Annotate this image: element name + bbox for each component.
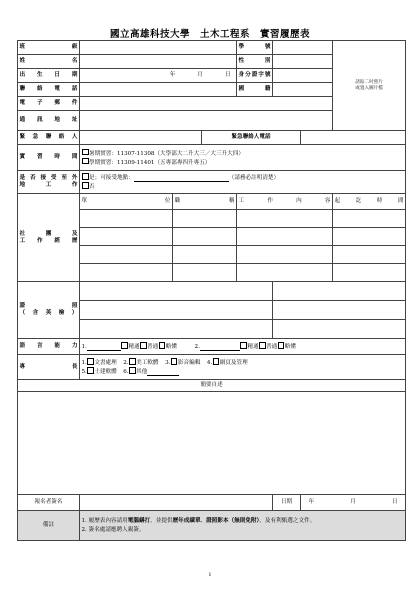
- photo-hint-line1: 請貼二吋照片: [355, 79, 383, 85]
- note-1-bold-license: 證照影本（無則免附）: [206, 518, 260, 525]
- club-label-line1: 社 團 及: [19, 230, 78, 237]
- date-label: 日期: [273, 495, 301, 511]
- club-header-content: 工 作 內 容: [237, 194, 333, 210]
- language1-fluent-checkbox[interactable]: [121, 342, 128, 349]
- emergency-contact-field[interactable]: [80, 131, 202, 145]
- language2-basic-checkbox[interactable]: [278, 342, 285, 349]
- license-cell[interactable]: [80, 320, 273, 339]
- skill-3-checkbox[interactable]: [171, 358, 178, 365]
- skill-1-text: 文書處理: [94, 360, 117, 367]
- club-cell[interactable]: [173, 246, 237, 264]
- license-label: [18, 282, 80, 339]
- note-1-sep: 、: [200, 518, 207, 525]
- note-1-bold-typed: 電腦繕打: [127, 518, 151, 525]
- skills-options: [80, 355, 406, 380]
- summer-internship-text: 暑期實習：11307-11308（大學部大二升大三／大三升大四）: [89, 150, 244, 157]
- skill-3-num: 3.: [165, 360, 171, 367]
- club-header-unit: 單 位: [80, 194, 173, 210]
- skill-5-text: 土建軟體: [94, 368, 117, 375]
- club-cell[interactable]: [173, 264, 237, 282]
- email-label: 電子郵件: [18, 97, 80, 111]
- phone-label: 聯絡電話: [18, 83, 80, 97]
- signature-field[interactable]: [80, 495, 273, 511]
- address-label: 通訊地址: [18, 111, 80, 131]
- club-cell[interactable]: [333, 264, 406, 282]
- club-label-line2: 工 作 經 歷: [19, 237, 78, 244]
- birthdate-label: 出生日期: [18, 69, 80, 83]
- birth-day-label: 日: [224, 72, 231, 78]
- language1-fluent-label: 精通: [128, 343, 140, 350]
- language-label: 語 言 能 力: [18, 339, 80, 355]
- language1-prefix: 1.: [81, 343, 87, 350]
- club-cell[interactable]: [237, 210, 333, 228]
- autobiography-field[interactable]: [18, 392, 406, 495]
- summer-internship-checkbox[interactable]: [82, 149, 89, 156]
- id-number-field[interactable]: [273, 69, 333, 83]
- club-cell[interactable]: [80, 264, 173, 282]
- language2-fluent-label: 精通: [247, 343, 259, 350]
- emergency-contact-label: 緊急聯絡人: [18, 131, 80, 145]
- photo-hint-line2: 或置入圖片檔: [355, 85, 383, 91]
- gender-label: 性 別: [237, 55, 273, 69]
- date-year-label: 年: [308, 499, 315, 505]
- birth-year-label: 年: [169, 72, 176, 78]
- club-cell[interactable]: [173, 210, 237, 228]
- relocation-no-text: 否: [89, 183, 95, 190]
- name-label: 姓 名: [18, 55, 80, 69]
- club-cell[interactable]: [80, 210, 173, 228]
- language1-normal-label: 普通: [147, 343, 159, 350]
- language1-basic-label: 略懂: [165, 343, 177, 350]
- language1-field[interactable]: [87, 344, 121, 351]
- language2-normal-label: 普通: [266, 343, 278, 350]
- address-field[interactable]: [80, 111, 333, 131]
- language2-field[interactable]: [200, 344, 240, 351]
- relocation-label-line1: 是否接受至外: [19, 175, 78, 182]
- nationality-label: 國 籍: [237, 83, 273, 97]
- student-id-label: 學 號: [237, 41, 273, 55]
- skill-6-checkbox[interactable]: [129, 367, 136, 374]
- club-header-title: 職 稱: [173, 194, 237, 210]
- photo-area[interactable]: [333, 41, 406, 131]
- date-month-label: 月: [350, 499, 356, 505]
- skill-4-text: 網頁及管理: [219, 360, 248, 367]
- skill-1-checkbox[interactable]: [87, 358, 94, 365]
- nationality-field[interactable]: [273, 83, 333, 97]
- notes-label: 備註: [18, 511, 80, 541]
- gender-field[interactable]: [273, 55, 333, 69]
- club-label: [18, 194, 80, 282]
- skill-2-num: 2.: [123, 360, 129, 367]
- notes-content: [80, 511, 406, 541]
- date-field[interactable]: [301, 495, 406, 511]
- license-label-line2: （含英檢）: [19, 310, 78, 316]
- resume-form: [17, 40, 406, 541]
- class-label: 班 級: [18, 41, 80, 55]
- language1-basic-checkbox[interactable]: [159, 342, 166, 349]
- note-2: 2. 簽名處請應聘人親簽。: [81, 526, 145, 533]
- club-cell[interactable]: [237, 246, 333, 264]
- club-cell[interactable]: [237, 264, 333, 282]
- skill-other-field[interactable]: [147, 369, 179, 376]
- relocation-options: [80, 171, 406, 194]
- skill-2-text: 美工軟體: [136, 360, 159, 367]
- language2-fluent-checkbox[interactable]: [240, 342, 247, 349]
- email-field[interactable]: [80, 97, 333, 111]
- license-cell[interactable]: [80, 301, 273, 320]
- date-day-label: 日: [391, 499, 398, 505]
- note-1-suffix: ，及有利甄選之文件。: [259, 518, 316, 525]
- internship-time-options: [80, 145, 406, 171]
- birthdate-field[interactable]: [80, 69, 237, 83]
- relocation-yes-checkbox[interactable]: [82, 173, 89, 180]
- page-title: 國立高雄科技大學 土木工程系 實習履歷表: [109, 29, 310, 40]
- autobiography-header: 簡要自述: [18, 380, 406, 392]
- language2-prefix: 2.: [194, 343, 200, 350]
- relocation-label: [18, 171, 80, 194]
- note-1-bold-transcript: 歷年成績單: [172, 518, 201, 525]
- student-id-field[interactable]: [273, 41, 333, 55]
- skill-3-text: 影音編輯: [177, 360, 201, 367]
- relocation-no-checkbox[interactable]: [82, 182, 89, 189]
- club-cell[interactable]: [80, 228, 173, 246]
- semester-internship-checkbox[interactable]: [82, 158, 89, 165]
- skill-4-checkbox[interactable]: [213, 358, 220, 365]
- club-cell[interactable]: [80, 246, 173, 264]
- skill-6-text: 其他: [136, 368, 148, 375]
- license-label-line1: 證 照: [19, 303, 78, 310]
- relocation-label-line2: 地 工 作: [19, 182, 78, 188]
- club-header-period: 起 訖 時 間: [333, 194, 406, 210]
- language2-normal-checkbox[interactable]: [259, 342, 266, 349]
- emergency-phone-field[interactable]: [301, 131, 406, 145]
- language1-normal-checkbox[interactable]: [140, 342, 147, 349]
- relocation-yes-text: 是；可接受地點：: [89, 175, 134, 182]
- name-field[interactable]: [80, 55, 237, 69]
- internship-time-label: 實 習 時 間: [18, 145, 80, 171]
- id-number-label: 身分證字號: [237, 69, 273, 83]
- birth-month-label: 月: [197, 72, 203, 78]
- license-cell[interactable]: [273, 320, 406, 339]
- language2-basic-label: 略懂: [284, 343, 296, 350]
- note-1-mid: ，並提供: [150, 518, 173, 525]
- page-number: 1: [208, 572, 212, 578]
- skill-6-num: 6.: [123, 368, 129, 375]
- license-cell[interactable]: [273, 282, 406, 301]
- club-cell[interactable]: [333, 246, 406, 264]
- signature-label: 報名者簽名: [18, 495, 80, 511]
- skill-5-num: 5.: [81, 368, 87, 375]
- relocation-yes-hint: （請務必註明清楚）: [228, 175, 280, 182]
- skill-5-checkbox[interactable]: [87, 367, 94, 374]
- semester-internship-text: 學期實習：11309-11401（五專部專四升專五）: [89, 159, 211, 166]
- class-field[interactable]: [80, 41, 237, 55]
- skills-label: 專 長: [18, 355, 80, 380]
- emergency-phone-label: 緊急聯絡人電話: [202, 131, 301, 145]
- relocation-location-field[interactable]: [134, 175, 229, 182]
- club-cell[interactable]: [333, 228, 406, 246]
- club-cell[interactable]: [333, 210, 406, 228]
- note-1-prefix: 1. 履歷表內容請用: [81, 518, 128, 525]
- skill-4-num: 4.: [206, 360, 213, 367]
- club-cell[interactable]: [237, 228, 333, 246]
- language-options: [80, 339, 406, 355]
- skill-1-num: 1.: [81, 360, 87, 367]
- license-cell[interactable]: [80, 282, 273, 301]
- skill-2-checkbox[interactable]: [129, 358, 136, 365]
- club-cell[interactable]: [173, 228, 237, 246]
- license-cell[interactable]: [273, 301, 406, 320]
- phone-field[interactable]: [80, 83, 237, 97]
